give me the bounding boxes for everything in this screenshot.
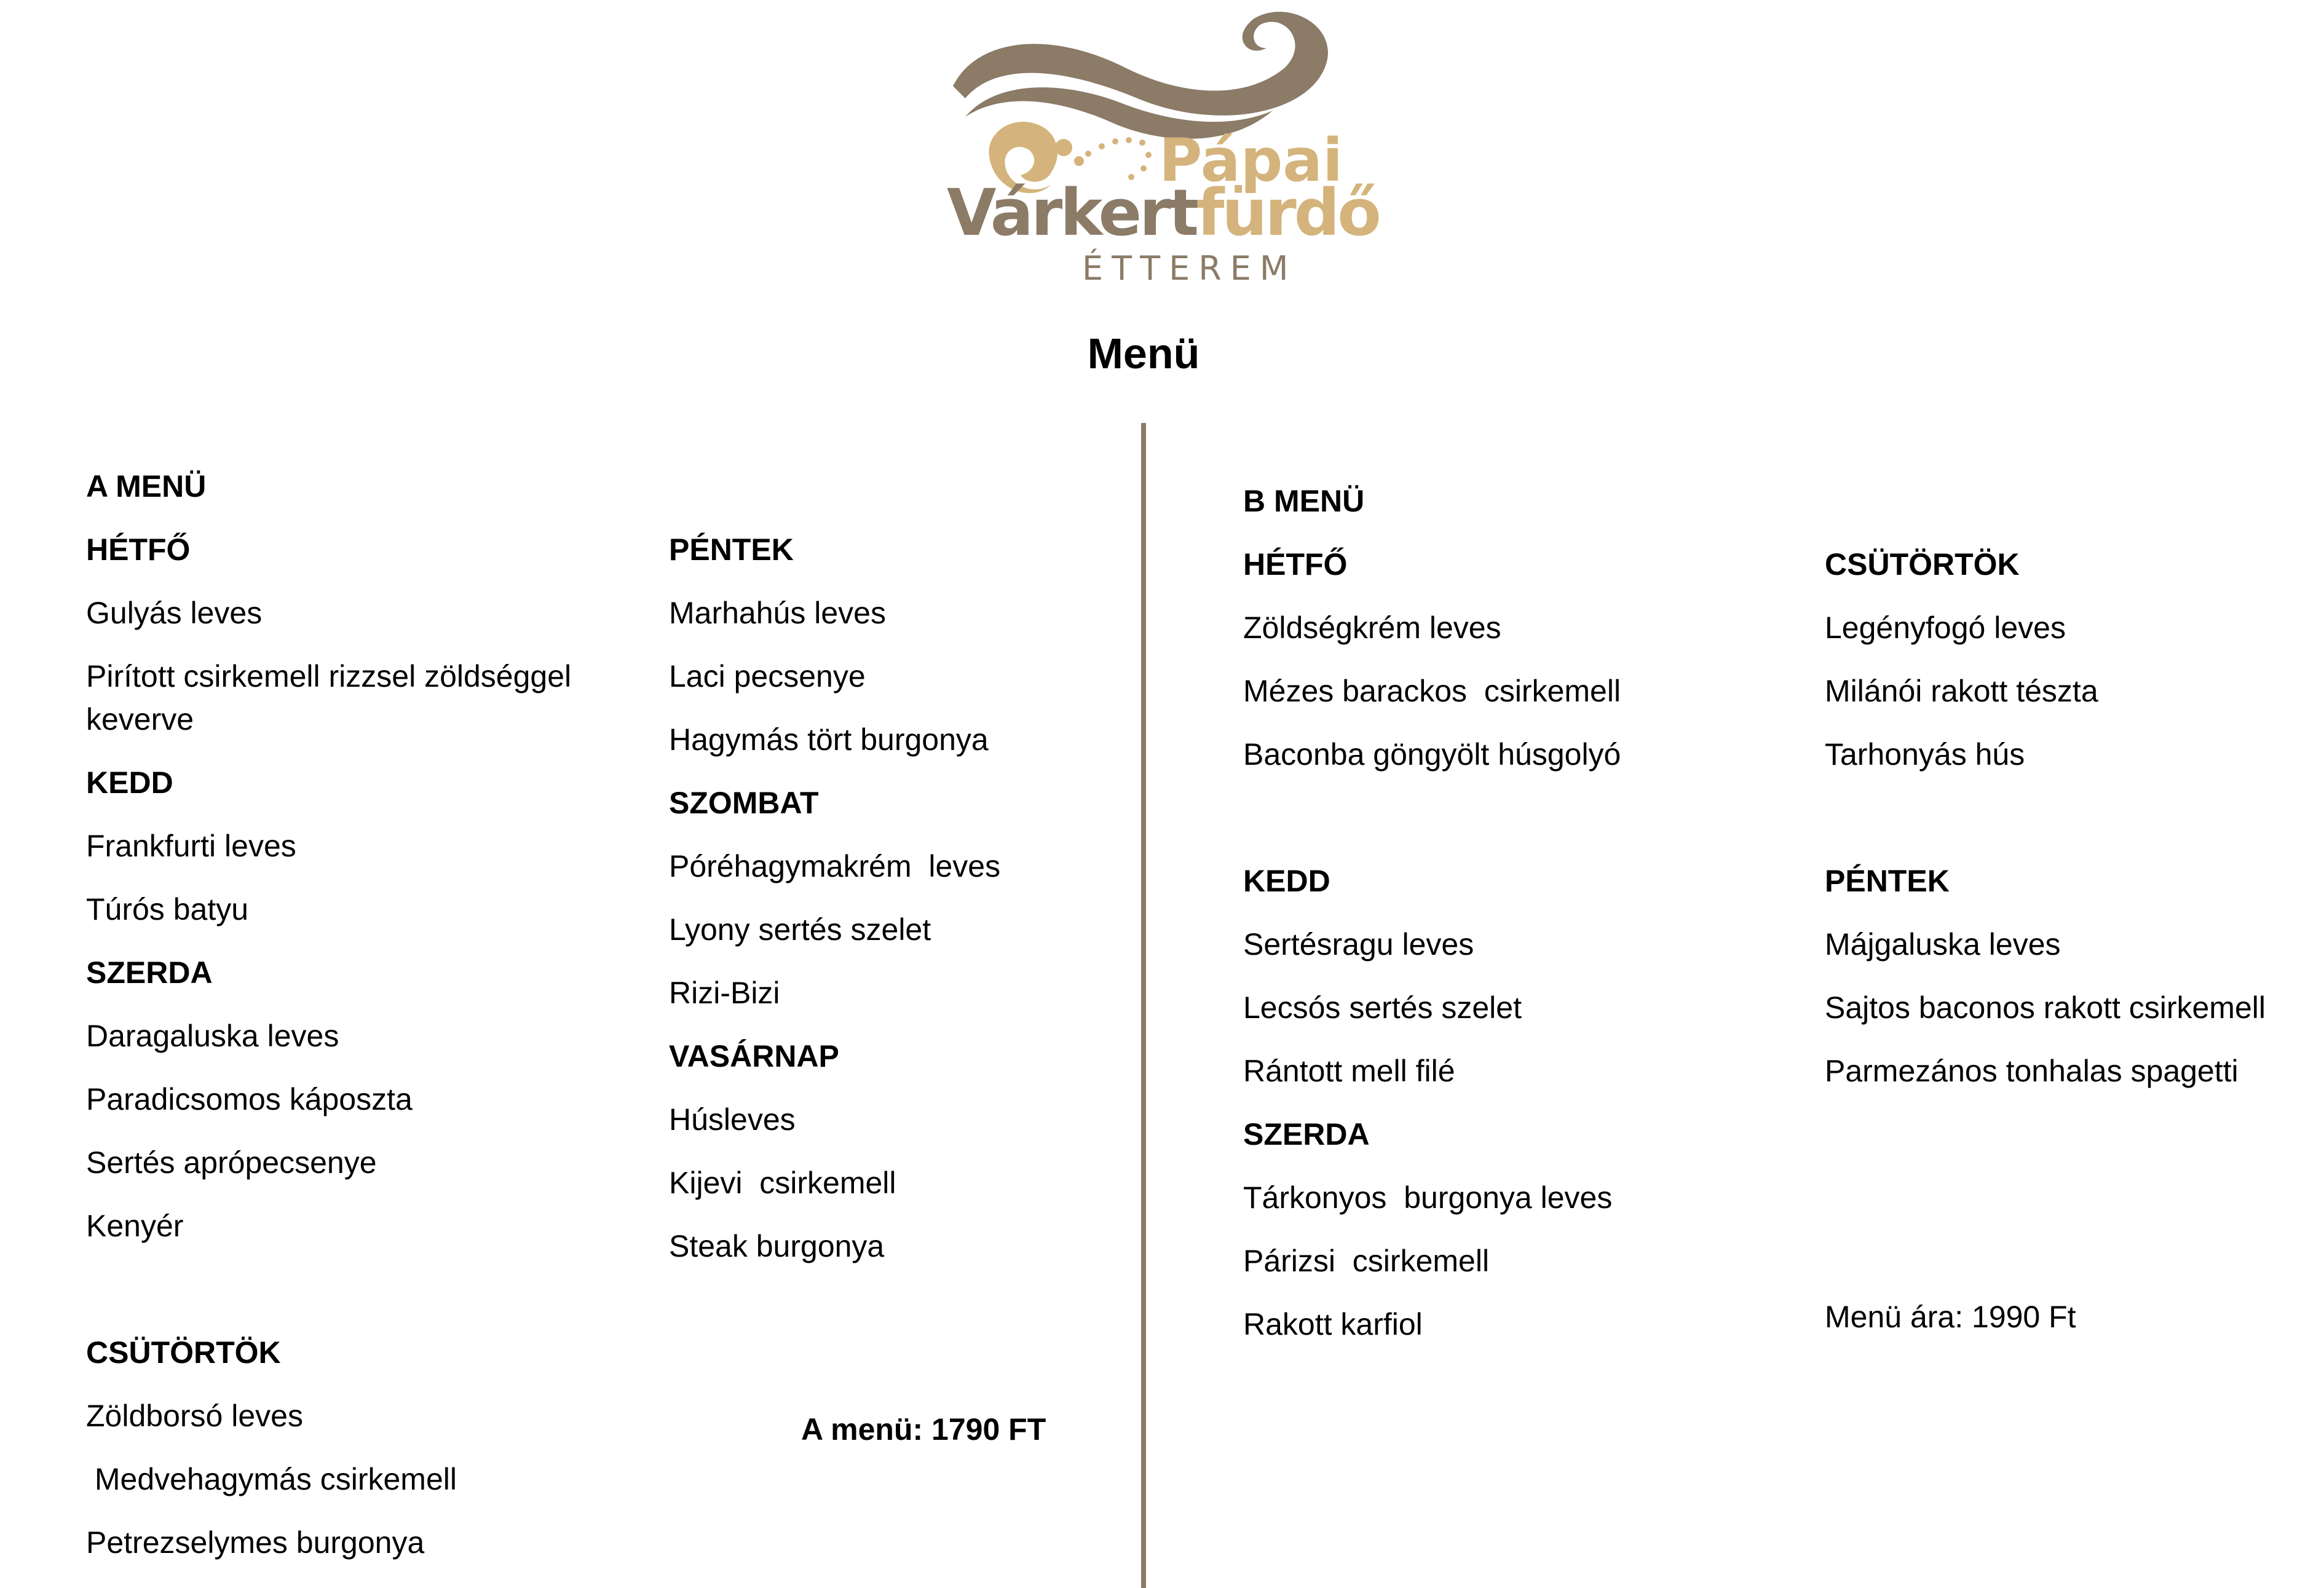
menu-item: Tarhonyás hús bbox=[1825, 737, 2025, 772]
menu-item: Baconba göngyölt húsgolyó bbox=[1243, 737, 1621, 772]
menu-item: Steak burgonya bbox=[669, 1229, 885, 1263]
menu-item: Daragaluska leves bbox=[86, 1019, 339, 1053]
menu-item: Parmezános tonhalas spagetti bbox=[1825, 1054, 2239, 1088]
menu-a-price: A menü: 1790 FT bbox=[801, 1412, 1046, 1447]
menu-item: Tárkonyos burgonya leves bbox=[1243, 1180, 1613, 1215]
restaurant-logo bbox=[941, 0, 1379, 289]
menu-item: Lecsós sertés szelet bbox=[1243, 990, 1522, 1025]
menu-item: Rakott karfiol bbox=[1243, 1307, 1423, 1341]
menu-item: Zöldborsó leves bbox=[86, 1399, 303, 1433]
spacer bbox=[86, 1258, 627, 1321]
day-heading: CSÜTÖRTÖK bbox=[86, 1335, 281, 1370]
menu-item: Milánói rakott tészta bbox=[1825, 674, 2098, 708]
menu-item: Kenyér bbox=[86, 1209, 184, 1243]
logo-text-varkert: Várkert bbox=[947, 175, 1197, 250]
column-divider bbox=[1141, 423, 1146, 1588]
day-heading: HÉTFŐ bbox=[1243, 547, 1348, 582]
day-heading: HÉTFŐ bbox=[86, 532, 191, 567]
spacer bbox=[1243, 786, 1796, 850]
day-heading: KEDD bbox=[86, 765, 173, 800]
menu-item: Párizsi csirkemell bbox=[1243, 1244, 1490, 1278]
spacer bbox=[1825, 786, 2317, 850]
menu-b-column-1 bbox=[1243, 470, 1796, 1356]
day-heading: KEDD bbox=[1243, 864, 1330, 898]
menu-item: Petrezselymes burgonya bbox=[86, 1525, 425, 1560]
menu-item: Sertés aprópecsenye bbox=[86, 1145, 377, 1180]
menu-item: Rizi-Bizi bbox=[669, 976, 780, 1010]
menu-a-column-1 bbox=[86, 455, 627, 1574]
menu-item: Póréhagymakrém leves bbox=[669, 849, 1001, 883]
logo-text-etterem: ÉTTEREM bbox=[1082, 249, 1297, 288]
menu-b-price: Menü ára: 1990 Ft bbox=[1825, 1300, 2076, 1334]
menu-item: Sertésragu leves bbox=[1243, 927, 1474, 962]
menu-item: Sajtos baconos rakott csirkemell bbox=[1825, 990, 2266, 1025]
stars-decoration-icon bbox=[1085, 137, 1152, 180]
menu-item: Pirított csirkemell rizzsel zöldséggel keverve bbox=[86, 659, 572, 737]
menu-item: Húsleves bbox=[669, 1102, 796, 1137]
menu-item: Májgaluska leves bbox=[1825, 927, 2061, 962]
day-heading: PÉNTEK bbox=[1825, 864, 1950, 898]
day-heading: VASÁRNAP bbox=[669, 1039, 839, 1073]
day-heading: CSÜTÖRTÖK bbox=[1825, 547, 2020, 582]
day-heading: SZOMBAT bbox=[669, 786, 819, 820]
day-heading: SZERDA bbox=[1243, 1117, 1370, 1151]
menu-b-column-2 bbox=[1825, 533, 2317, 1103]
menu-item: Mézes barackos csirkemell bbox=[1243, 674, 1621, 708]
menu-item: Kijevi csirkemell bbox=[669, 1166, 896, 1200]
day-heading: PÉNTEK bbox=[669, 532, 794, 567]
logo-text-furdo: fürdő bbox=[1196, 175, 1379, 250]
menu-item: Legényfogó leves bbox=[1825, 610, 2066, 645]
menu-item: Medvehagymás csirkemell bbox=[86, 1462, 457, 1496]
menu-a-title: A MENÜ bbox=[86, 469, 207, 504]
menu-item: Gulyás leves bbox=[86, 596, 263, 630]
logo-text-papai: Pápai bbox=[1159, 126, 1343, 195]
page-title: Menü bbox=[1087, 330, 1200, 377]
menu-item: Paradicsomos káposzta bbox=[86, 1082, 413, 1116]
menu-item: Lyony sertés szelet bbox=[669, 912, 931, 947]
menu-item: Frankfurti leves bbox=[86, 829, 296, 863]
logo-text-varkertfurdo bbox=[947, 175, 1379, 250]
menu-item: Zöldségkrém leves bbox=[1243, 610, 1501, 645]
day-heading: SZERDA bbox=[86, 955, 213, 990]
menu-item: Marhahús leves bbox=[669, 596, 886, 630]
menu-a-column-2 bbox=[669, 518, 1099, 1278]
menu-item: Hagymás tört burgonya bbox=[669, 722, 989, 757]
menu-item: Túrós batyu bbox=[86, 892, 249, 926]
menu-item: Rántott mell filé bbox=[1243, 1054, 1455, 1088]
menu-item: Laci pecsenye bbox=[669, 659, 866, 693]
menu-b-title: B MENÜ bbox=[1243, 484, 1365, 518]
